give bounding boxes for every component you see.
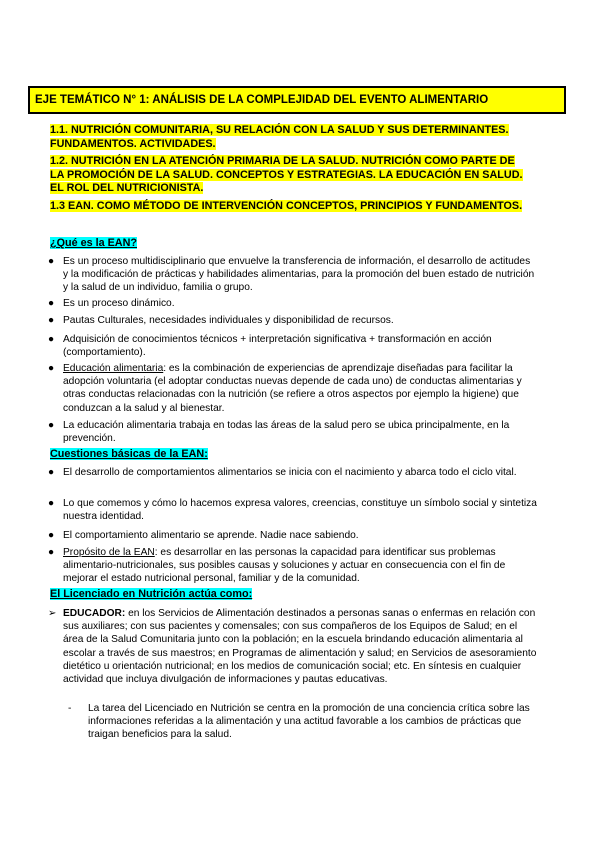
dash-bullet-icon: - (68, 703, 72, 714)
section-heading-licenciado: El Licenciado en Nutrición actúa como: (50, 588, 253, 600)
bullet-icon: ● (48, 256, 55, 267)
bullet-icon: ● (48, 315, 55, 326)
bullet-icon: ● (48, 498, 55, 509)
section-heading-que-es-ean: ¿Qué es la EAN? (50, 237, 137, 249)
bullet-icon: ● (48, 420, 55, 431)
bullet-icon: ● (48, 298, 55, 309)
term-proposito-ean: Propósito de la EAN (63, 547, 155, 558)
bullet-icon: ● (48, 530, 55, 541)
subtitle-1-3: 1.3 EAN. COMO MÉTODO DE INTERVENCIÓN CONCEPTOS, PRINCIPIOS Y FUNDAMENTOS. (50, 200, 523, 212)
bullet-icon: ● (48, 363, 55, 374)
bullet-icon: ● (48, 467, 55, 478)
section-heading-cuestiones-basicas: Cuestiones básicas de la EAN: (50, 448, 208, 460)
educador-label: EDUCADOR: (63, 608, 126, 619)
subtitle-1-1: 1.1. NUTRICIÓN COMUNITARIA, SU RELACIÓN CON LA SALUD Y SUS DETERMINANTES. FUNDAMENTOS. ACTIVIDADES. (50, 124, 509, 150)
subtitle-1-2: 1.2. NUTRICIÓN EN LA ATENCIÓN PRIMARIA DE LA SALUD. NUTRICIÓN COMO PARTE DE LA PROMOCIÓN DE LA SALUD. CONCEPTOS Y ESTRATEGIAS. LA EDUCACIÓN EN SALUD. EL ROL DEL NUTRICIONISTA. (50, 155, 523, 194)
term-educacion-alimentaria: Educación alimentaria (63, 363, 164, 374)
page-title: EJE TEMÁTICO N° 1: ANÁLISIS DE LA COMPLEJIDAD DEL EVENTO ALIMENTARIO (28, 86, 566, 114)
bullet-icon: ● (48, 334, 55, 345)
arrow-bullet-icon: ➢ (48, 608, 57, 619)
bullet-icon: ● (48, 547, 55, 558)
